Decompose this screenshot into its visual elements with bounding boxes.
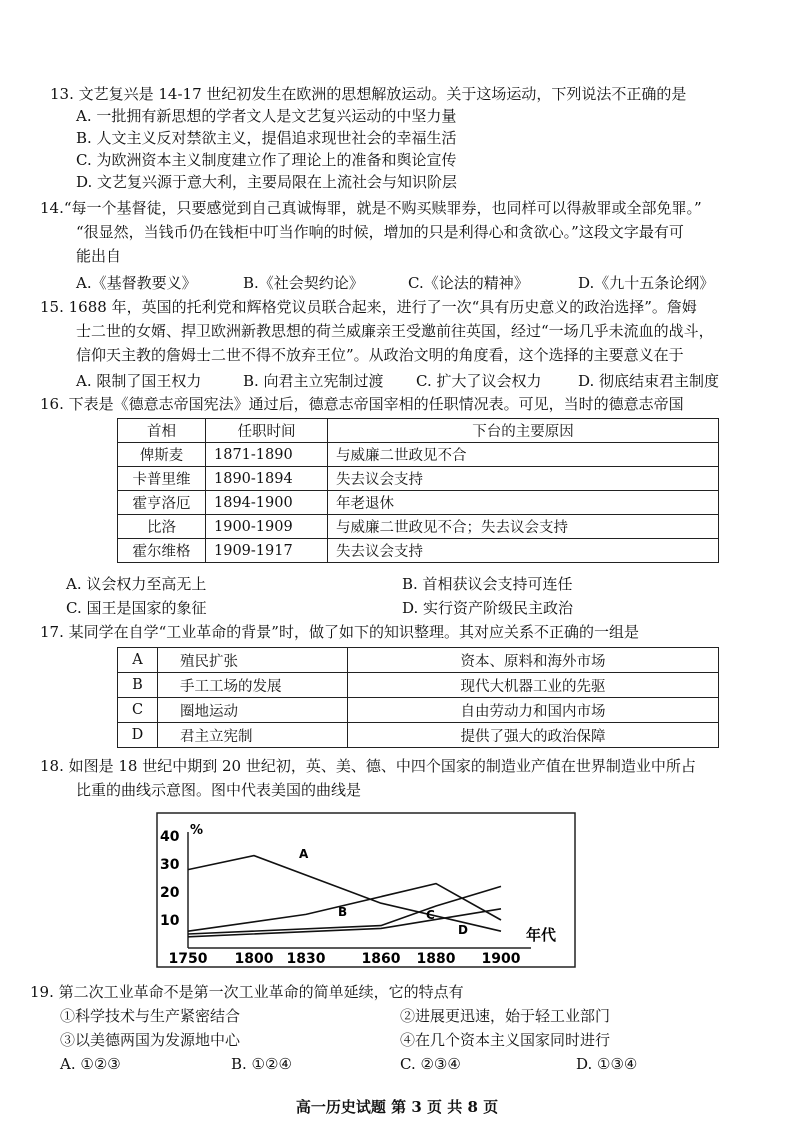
table-row [118, 723, 719, 748]
q16-option-c: C. 国王是国家的象征 [66, 599, 207, 617]
table-cell: 1894-1900 [206, 491, 328, 515]
q14-stem-line2: “很显然，当钱币仍在钱柜中叮当作响的时候，增加的只是利得心和贪欲心。”这段文字最有可 [76, 223, 684, 241]
table-cell: 霍尔维格 [118, 539, 206, 563]
table-cell: 圈地运动 [158, 698, 348, 723]
q15-option-b: B. 向君主立宪制过渡 [243, 372, 384, 390]
q14-option-c: C.《论法的精神》 [408, 274, 529, 292]
table-cell: 失去议会支持 [328, 467, 719, 491]
table-cell: 1871-1890 [206, 443, 328, 467]
q19-option-d: D. ①③④ [576, 1055, 638, 1073]
series-label-a: A [299, 847, 309, 861]
x-tick-label: 1800 [234, 951, 274, 967]
page-footer: 高一历史试题 第 3 页 共 8 页 [295, 1098, 499, 1116]
q16-option-b: B. 首相获议会支持可连任 [402, 575, 573, 593]
table-header-row [118, 419, 719, 443]
table-row [118, 467, 719, 491]
q14-stem-line1: 14.“每一个基督徒，只要感觉到自己真诚悔罪，就是不购买赎罪券，也同样可以得赦罪或全部免罪。” [40, 199, 702, 217]
table-cell: 提供了强大的政治保障 [348, 723, 719, 748]
x-tick-label: 1900 [481, 951, 521, 967]
q14-options [0, 272, 794, 292]
table-row [118, 539, 719, 563]
y-axis-unit: % [190, 823, 204, 838]
q19-item-4: ④在几个资本主义国家同时进行 [400, 1031, 611, 1049]
q19-option-a: A. ①②③ [60, 1055, 121, 1073]
q13-stem: 13. 文艺复兴是 14-17 世纪初发生在欧洲的思想解放运动。关于这场运动，下列说法不正确的是 [50, 85, 687, 103]
x-tick-label: 1880 [416, 951, 456, 967]
chart-frame [157, 813, 575, 967]
x-tick-label: 1750 [168, 951, 208, 967]
x-tick-label: 1860 [361, 951, 401, 967]
q19-item-2: ②进展更迅速，始于轻工业部门 [400, 1007, 611, 1025]
q15-option-c: C. 扩大了议会权力 [416, 372, 542, 390]
table-cell: 比洛 [118, 515, 206, 539]
q19-option-c: C. ②③④ [400, 1055, 461, 1073]
q16-chancellor-table [117, 418, 719, 563]
table-cell: 君主立宪制 [158, 723, 348, 748]
table-cell: 手工工场的发展 [158, 673, 348, 698]
y-tick-label: 10 [160, 913, 180, 929]
q18-stem-line1: 18. 如图是 18 世纪中期到 20 世纪初，英、美、德、中四个国家的制造业产值在世界制造业中所占 [40, 757, 696, 775]
table-header: 首相 [118, 419, 206, 443]
table-cell: B [118, 673, 158, 698]
q15-option-a: A. 限制了国王权力 [76, 372, 202, 390]
q13-option-d: D. 文艺复兴源于意大利，主要局限在上流社会与知识阶层 [76, 173, 458, 191]
table-cell: 1890-1894 [206, 467, 328, 491]
manufacturing-share-chart [156, 812, 576, 968]
q15-option-d: D. 彻底结束君主制度 [578, 372, 720, 390]
q19-item-3: ③以美德两国为发源地中心 [60, 1031, 241, 1049]
table-header: 任职时间 [206, 419, 328, 443]
table-cell: A [118, 648, 158, 673]
table-cell: 与威廉二世政见不合 [328, 443, 719, 467]
table-cell: 1900-1909 [206, 515, 328, 539]
q17-stem: 17. 某同学在自学“工业革命的背景”时，做了如下的知识整理。其对应关系不正确的一组是 [40, 623, 639, 641]
q16-option-d: D. 实行资产阶级民主政治 [402, 599, 574, 617]
q19-stem: 19. 第二次工业革命不是第一次工业革命的简单延续，它的特点有 [30, 983, 464, 1001]
table-row [118, 698, 719, 723]
q15-stem-line1: 15. 1688 年，英国的托利党和辉格党议员联合起来，进行了一次“具有历史意义的政治选择”。詹姆 [40, 298, 697, 316]
q14-option-d: D.《九十五条论纲》 [578, 274, 715, 292]
q13-option-a: A. 一批拥有新思想的学者文人是文艺复兴运动的中坚力量 [76, 107, 457, 125]
q19-options [0, 1055, 794, 1075]
q13-option-b: B. 人文主义反对禁欲主义，提倡追求现世社会的幸福生活 [76, 129, 457, 147]
q14-option-a: A.《基督教要义》 [76, 274, 197, 292]
q16-stem: 16. 下表是《德意志帝国宪法》通过后，德意志帝国宰相的任职情况表。可见，当时的德意志帝国 [40, 395, 684, 413]
table-cell: 年老退休 [328, 491, 719, 515]
table-row [118, 648, 719, 673]
q14-stem-line3: 能出自 [76, 247, 122, 265]
table-cell: 卡普里维 [118, 467, 206, 491]
table-cell: D [118, 723, 158, 748]
table-row [118, 491, 719, 515]
q15-stem-line2: 士二世的女婿、捍卫欧洲新教思想的荷兰威廉亲王受邀前往英国，经过“一场几乎未流血的战斗， [76, 322, 714, 340]
table-cell: 1909-1917 [206, 539, 328, 563]
table-row [118, 443, 719, 467]
table-cell: 资本、原料和海外市场 [348, 648, 719, 673]
y-tick-label: 20 [160, 885, 180, 901]
q13-option-c: C. 为欧洲资本主义制度建立作了理论上的准备和舆论宣传 [76, 151, 457, 169]
table-row [118, 515, 719, 539]
x-tick-label: 1830 [286, 951, 326, 967]
q17-knowledge-table [117, 647, 719, 748]
y-tick-label: 30 [160, 857, 180, 873]
table-cell: 自由劳动力和国内市场 [348, 698, 719, 723]
table-cell: 与威廉二世政见不合；失去议会支持 [328, 515, 719, 539]
q18-stem-line2: 比重的曲线示意图。图中代表美国的曲线是 [76, 781, 362, 799]
table-cell: 现代大机器工业的先驱 [348, 673, 719, 698]
q19-option-b: B. ①②④ [231, 1055, 292, 1073]
series-label-c: C [426, 908, 435, 922]
q14-option-b: B.《社会契约论》 [243, 274, 364, 292]
series-label-b: B [338, 905, 348, 919]
q16-option-a: A. 议会权力至高无上 [66, 575, 207, 593]
table-cell: 失去议会支持 [328, 539, 719, 563]
table-cell: 俾斯麦 [118, 443, 206, 467]
series-label-d: D [458, 923, 468, 937]
table-row [118, 673, 719, 698]
x-axis-label: 年代 [526, 926, 557, 944]
table-cell: 殖民扩张 [158, 648, 348, 673]
q15-stem-line3: 信仰天主教的詹姆士二世不得不放弃王位”。从政治文明的角度看，这个选择的主要意义在于 [76, 346, 684, 364]
q15-options [0, 370, 794, 390]
table-cell: 霍亨洛厄 [118, 491, 206, 515]
y-tick-label: 40 [160, 829, 180, 845]
q19-item-1: ①科学技术与生产紧密结合 [60, 1007, 241, 1025]
table-cell: C [118, 698, 158, 723]
table-header: 下台的主要原因 [328, 419, 719, 443]
